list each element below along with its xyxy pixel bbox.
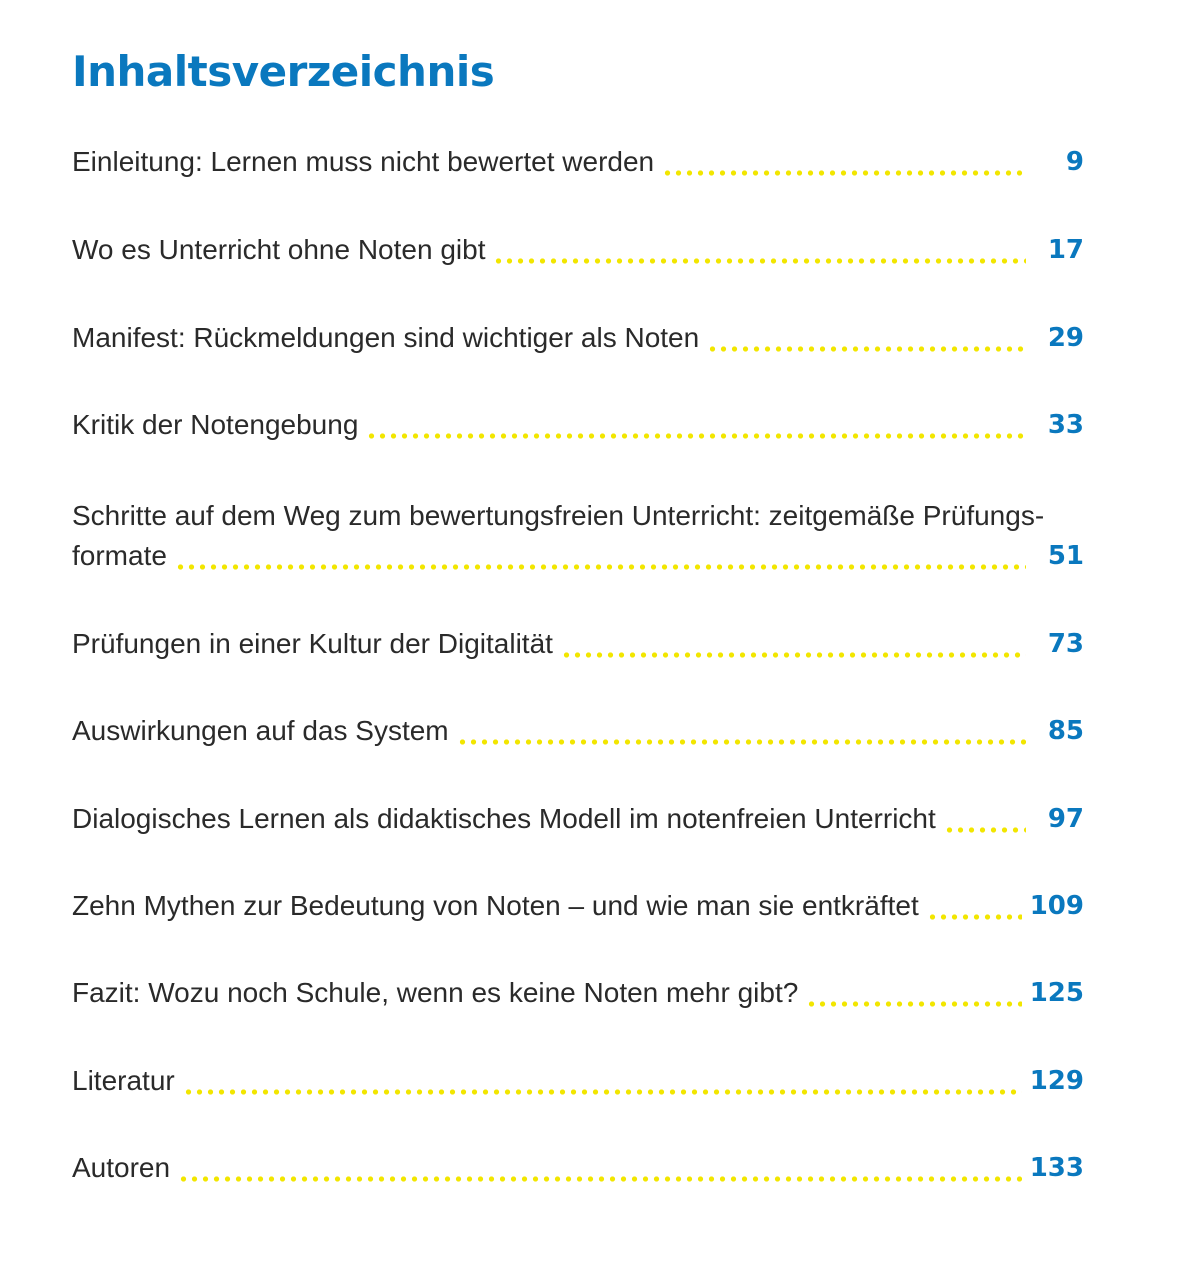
toc-entry-pruefungen-digitalitaet[interactable] [72,624,1084,664]
toc-page-number: 129 [1029,1066,1084,1096]
toc-page-number: 73 [1047,629,1084,659]
dot-leader [944,799,1026,839]
dot-leader [493,230,1026,270]
dot-leader [662,142,1026,182]
toc-entry-label: Dialogisches Lernen als didaktisches Modell im notenfreien Unterricht [72,803,936,834]
dot-leader [183,1061,1022,1101]
toc-page-number: 133 [1029,1153,1084,1183]
dot-leader [178,1148,1022,1188]
toc-entry-label: Auswirkungen auf das System [72,715,449,746]
toc-entry-schritte[interactable] [72,492,1084,576]
toc-entry-label: Kritik der Notengebung [72,409,359,440]
dot-leader [175,536,1026,576]
dot-leader [366,405,1026,445]
toc-page-number: 97 [1047,804,1084,834]
toc-entry-label-line1: Schritte auf dem Weg zum bewertungsfreien Unterricht: zeitgemäße Prüfungs- [72,500,1045,531]
toc-entry-unterricht-ohne-noten[interactable] [72,230,1084,270]
dot-leader [707,318,1026,358]
toc-entry-kritik[interactable] [72,405,1084,445]
toc-entry-line2 [72,536,1084,576]
toc-page-number: 33 [1047,410,1084,440]
toc-page-number: 109 [1029,891,1084,921]
toc-entry-label-line2: formate [72,540,167,571]
toc-entry-label: Fazit: Wozu noch Schule, wenn es keine Noten mehr gibt? [72,977,799,1008]
dot-leader [927,886,1022,926]
toc-page-number: 125 [1029,978,1084,1008]
dot-leader [561,624,1026,664]
toc-entry-label: Prüfungen in einer Kultur der Digitalität [72,628,553,659]
toc-page-number: 29 [1047,323,1084,353]
dot-leader [457,711,1026,751]
toc-entry-label: Einleitung: Lernen muss nicht bewertet werden [72,146,655,177]
toc-entry-dialogisches-lernen[interactable] [72,799,1084,839]
page-title: Inhaltsverzeichnis [72,47,495,96]
toc-entry-zehn-mythen[interactable] [72,886,1084,926]
toc-entry-literatur[interactable] [72,1061,1084,1101]
toc-entry-label: Manifest: Rückmeldungen sind wichtiger als Noten [72,322,700,353]
toc-entry-fazit[interactable] [72,973,1084,1013]
toc-entry-label: Zehn Mythen zur Bedeutung von Noten – und wie man sie entkräftet [72,890,919,921]
toc-entry-label: Literatur [72,1065,175,1096]
toc-entry-label: Wo es Unterricht ohne Noten gibt [72,234,486,265]
toc-page-number: 85 [1047,716,1084,746]
toc-entry-label: Autoren [72,1152,171,1183]
toc-page-number: 9 [1065,147,1084,177]
toc-entry-einleitung[interactable] [72,142,1084,182]
toc-entry-autoren[interactable] [72,1148,1084,1188]
toc-page-number: 51 [1047,541,1084,571]
toc-entry-manifest[interactable] [72,318,1084,358]
toc-page-number: 17 [1047,235,1084,265]
toc-entry-auswirkungen[interactable] [72,711,1084,751]
dot-leader [806,973,1021,1013]
